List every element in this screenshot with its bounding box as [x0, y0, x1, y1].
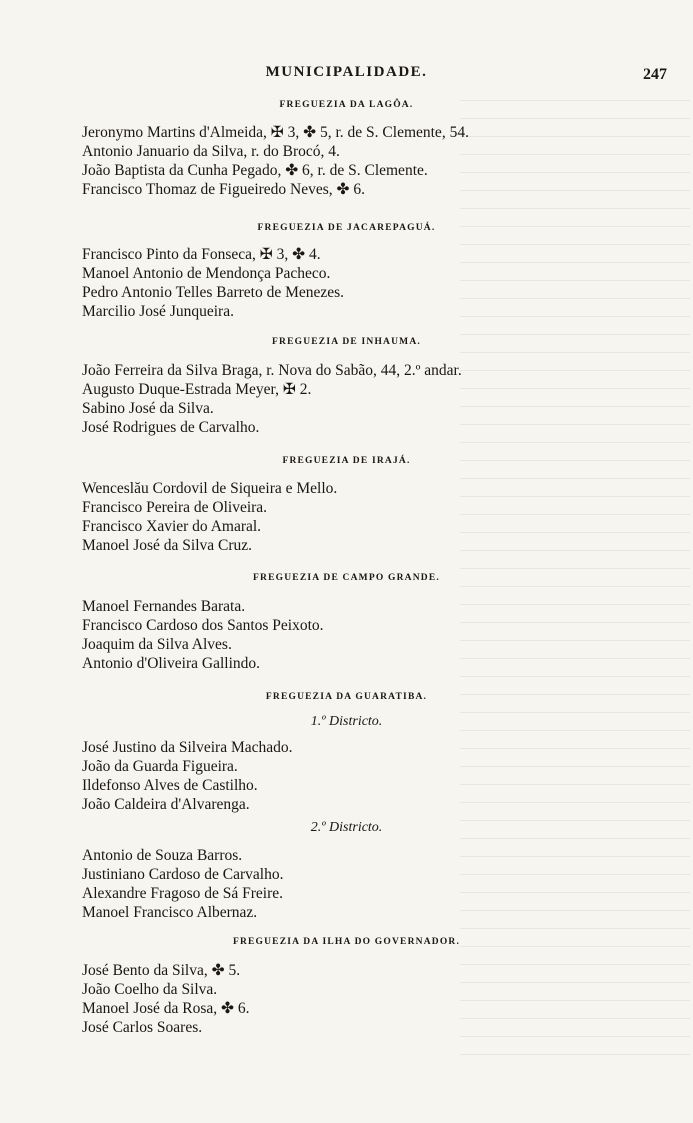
list-item: Antonio Januario da Silva, r. do Brocó, 4. — [82, 143, 340, 160]
list-item: Francisco Thomaz de Figueiredo Neves, ✤ 6. — [82, 181, 366, 198]
list-item: Ildefonso Alves de Castilho. — [82, 777, 258, 794]
section-heading-inhauma: FREGUEZIA DE INHAUMA. — [272, 337, 421, 347]
list-item: João Ferreira da Silva Braga, r. Nova do Sabão, 44, 2.º andar. — [82, 362, 462, 379]
list-item: Augusto Duque-Estrada Meyer, ✠ 2. — [82, 381, 312, 398]
list-item: Francisco Cardoso dos Santos Peixoto. — [82, 617, 324, 634]
list-item: Antonio d'Oliveira Gallindo. — [82, 655, 261, 672]
list-item: João Baptista da Cunha Pegado, ✤ 6, r. de S. Clemente. — [82, 162, 428, 179]
list-item: Justiniano Cardoso de Carvalho. — [82, 866, 284, 883]
list-item: José Rodrigues de Carvalho. — [82, 419, 260, 436]
list-item: João Coelho da Silva. — [82, 981, 218, 998]
list-item: Manoel José da Rosa, ✤ 6. — [82, 1000, 250, 1017]
list-item: José Carlos Soares. — [82, 1019, 203, 1036]
list-item: Joaquim da Silva Alves. — [82, 636, 232, 653]
section-heading-guaratiba: FREGUEZIA DA GUARATIBA. — [265, 692, 428, 702]
list-item: Pedro Antonio Telles Barreto de Menezes. — [82, 284, 345, 301]
section-heading-campo-grande: FREGUEZIA DE CAMPO GRANDE. — [253, 573, 440, 583]
list-item: Francisco Pereira de Oliveira. — [82, 499, 268, 516]
list-item: Antonio de Souza Barros. — [82, 847, 243, 864]
list-item: José Justino da Silveira Machado. — [82, 739, 293, 756]
running-head — [0, 64, 693, 86]
list-item: Manoel Antonio de Mendonça Pacheco. — [82, 265, 331, 282]
section-heading-ilha-do-governador: FREGUEZIA DA ILHA DO GOVERNADOR. — [232, 937, 461, 947]
district-heading-2: 2.º Districto. — [310, 820, 383, 835]
list-item: Jeronymo Martins d'Almeida, ✠ 3, ✤ 5, r. de S. Clemente, 54. — [82, 124, 469, 141]
list-item: Francisco Xavier do Amaral. — [82, 518, 262, 535]
list-item: Francisco Pinto da Fonseca, ✠ 3, ✤ 4. — [82, 246, 321, 263]
section-heading-lagoa: FREGUEZIA DA LAGÔA. — [279, 100, 414, 110]
section-heading-jacarepagua: FREGUEZIA DE JACAREPAGUÁ. — [257, 223, 436, 233]
list-item: João da Guarda Figueira. — [82, 758, 238, 775]
section-heading-iraja: FREGUEZIA DE IRAJÁ. — [282, 456, 411, 466]
list-item: Sabino José da Silva. — [82, 400, 214, 417]
page-title: MUNICIPALIDADE. — [265, 64, 428, 80]
page-number: 247 — [643, 66, 667, 83]
list-item: José Bento da Silva, ✤ 5. — [82, 962, 241, 979]
list-item: Manoel Fernandes Barata. — [82, 598, 246, 615]
list-item: Marcilio José Junqueira. — [82, 303, 234, 320]
list-item: Manoel José da Silva Cruz. — [82, 537, 253, 554]
list-item: Manoel Francisco Albernaz. — [82, 904, 258, 921]
district-heading-1: 1.º Districto. — [310, 714, 383, 729]
list-item: Wenceslău Cordovil de Siqueira e Mello. — [82, 480, 338, 497]
list-item: Alexandre Fragoso de Sá Freire. — [82, 885, 284, 902]
list-item: João Caldeira d'Alvarenga. — [82, 796, 250, 813]
